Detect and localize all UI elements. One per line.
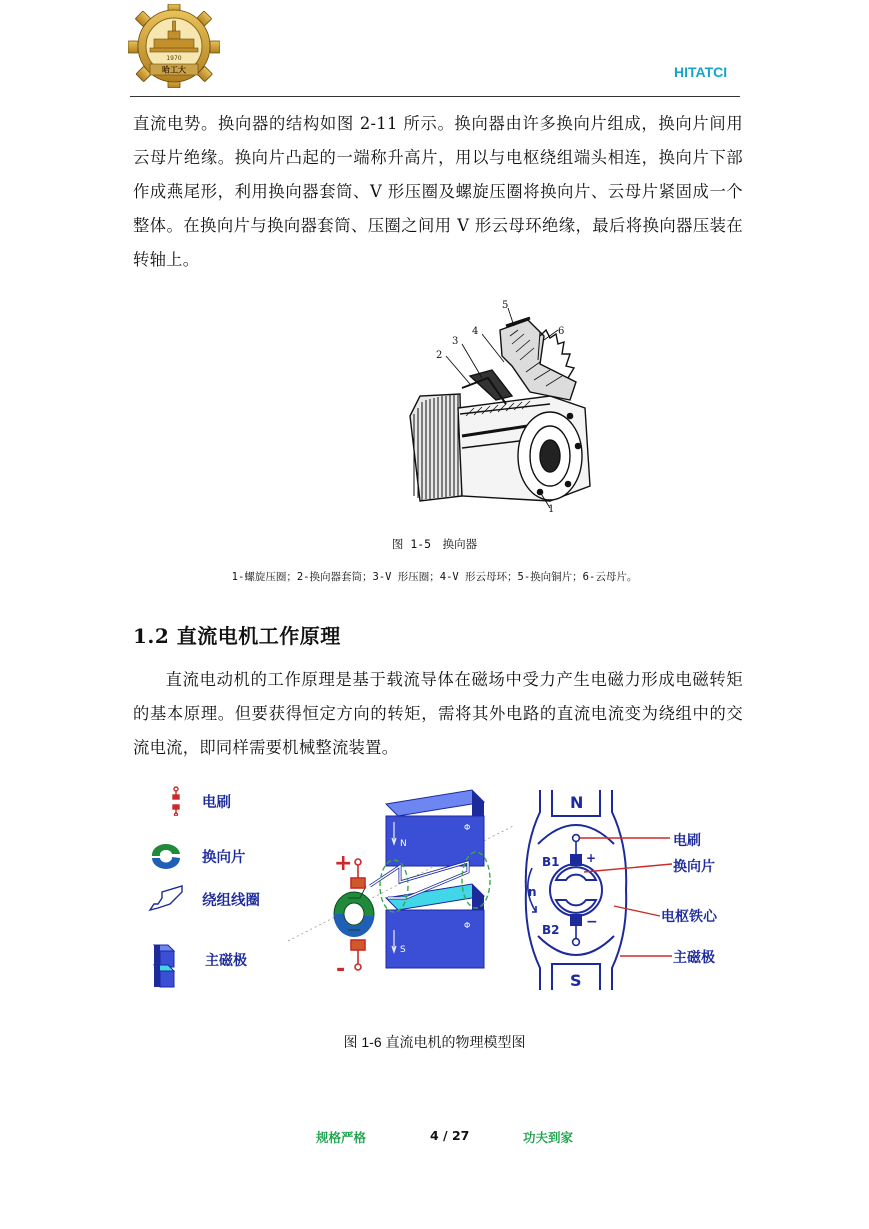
page-number: 4 / 27 <box>430 1128 470 1143</box>
section-minus: − <box>586 914 598 930</box>
commutator-diagram <box>400 296 600 514</box>
legend-item-commutator <box>146 841 246 871</box>
header-brand: HITATCI <box>674 64 728 80</box>
pole-icon <box>146 961 186 991</box>
legend-item-pole-2 <box>146 961 186 991</box>
flux-symbol-upper: Φ <box>464 823 471 832</box>
legend-label-pole: 主磁极 <box>205 953 247 969</box>
header-divider <box>130 96 740 97</box>
figure-1-5-caption: 图 1-5 换向器 <box>391 537 478 551</box>
rotation-n-label: n <box>528 885 537 899</box>
fig1-label-4: 4 <box>472 326 479 337</box>
figure-1-6-caption: 图 1-6 直流电机的物理模型图 <box>343 1034 526 1050</box>
legend-item-coil <box>146 884 260 914</box>
section-heading-1-2: 1.2 直流电机工作原理 <box>133 624 341 648</box>
terminal-minus: - <box>336 957 346 982</box>
legend-label-coil: 绕组线圈 <box>202 892 260 909</box>
commutator-icon <box>146 841 186 871</box>
figure-1-5-legend: 1-螺旋压圈；2-换向器套筒；3-V 形压圈；4-V 形云母环；5-换向铜片；6-云母片。 <box>231 571 638 583</box>
section-plus: + <box>586 851 597 865</box>
fig1-label-5: 5 <box>502 300 509 311</box>
fig1-label-1: 1 <box>548 504 555 514</box>
lower-pole-letter: S <box>400 945 406 955</box>
logo-year: 1970 <box>166 55 182 62</box>
callout-commutator: 换向片 <box>673 859 715 875</box>
flux-symbol-lower: Φ <box>464 921 471 930</box>
legend-item-brush <box>146 786 231 816</box>
brush-b1-label: B1 <box>542 855 560 869</box>
body-paragraph-working-principle: 直流电动机的工作原理是基于载流导体在磁场中受力产生电磁力形成电磁转矩的基本原理。但要获得恒定方向的转矩，需将其外电路的直流电流变为绕组中的交流电流，即同样需要机械整流装置。 <box>133 670 743 757</box>
fig1-label-2: 2 <box>436 350 443 361</box>
brush-b2-label: B2 <box>542 923 560 937</box>
footer-motto-left: 规格严格 <box>316 1130 367 1145</box>
fig1-label-6: 6 <box>558 326 565 337</box>
brush-icon <box>146 786 186 816</box>
callout-main-pole: 主磁极 <box>673 950 715 966</box>
terminal-plus: + <box>334 851 353 876</box>
logo-name: 哈工大 <box>162 65 186 75</box>
section-south-letter: S <box>570 971 582 990</box>
body-paragraph-commutator: 直流电势。换向器的结构如图 2-11 所示。换向器由许多换向片组成，换向片间用云母片绝缘。换向片凸起的一端称升高片，用以与电枢绕组端头相连，换向片下部作成燕尾形，利用换向器套筒、V 形压圈及螺旋压圈将换向片、云母片紧固成一个整体。在换向片与换向器套筒、压圈之间用 V 形云母环绝缘，最后将换向器压装在转轴上。 <box>133 114 743 269</box>
footer-motto-right: 功夫到家 <box>523 1130 574 1145</box>
dc-motor-3d-model <box>288 786 513 991</box>
legend-label-brush: 电刷 <box>202 794 231 811</box>
coil-icon <box>146 884 186 914</box>
legend-label-commutator: 换向片 <box>202 849 246 866</box>
section-north-letter: N <box>570 793 584 812</box>
university-seal-logo <box>128 4 220 88</box>
upper-pole-letter: N <box>400 839 407 849</box>
callout-brush: 电刷 <box>673 833 701 849</box>
fig1-label-3: 3 <box>452 336 459 347</box>
callout-armature-core: 电枢铁心 <box>661 909 717 925</box>
